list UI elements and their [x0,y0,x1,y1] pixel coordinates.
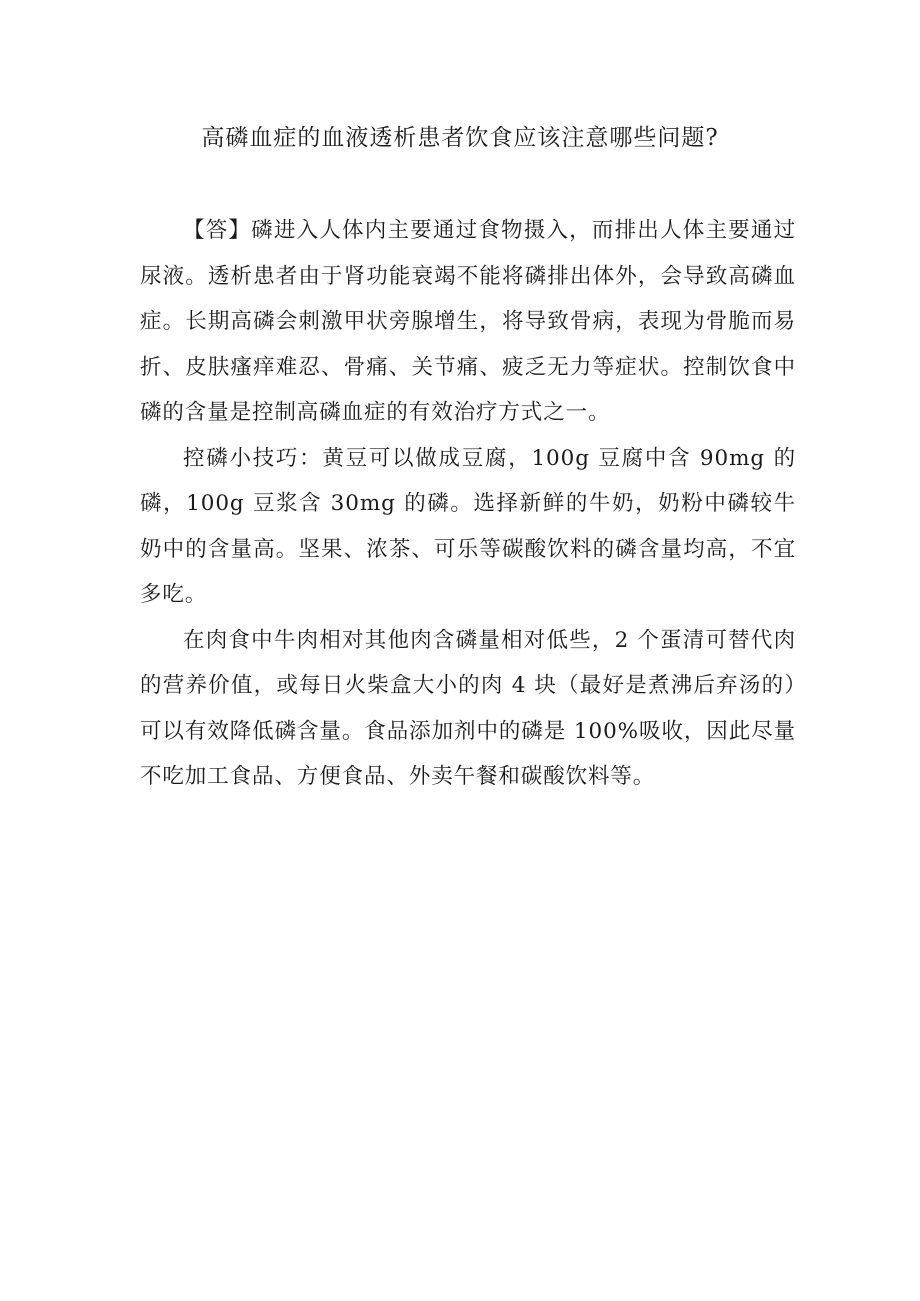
answer-paragraph-text: 磷进入人体内主要通过食物摄入，而排出人体主要通过尿液。透析患者由于肾功能衰竭不能将磷排出体外，会导致高磷血症。长期高磷会刺激甲状旁腺增生，将导致骨病，表现为骨脆而易折、皮肤瘙痒难忍、骨痛、关节痛、疲乏无力等症状。控制饮食中磷的含量是控制高磷血症的有效治疗方式之一。 [140,218,797,425]
document-title: 高磷血症的血液透析患者饮食应该注意哪些问题? [201,125,719,151]
answer-label: 【答】 [183,218,252,243]
answer-paragraph [140,208,796,436]
meat-paragraph-text: 在肉食中牛肉相对其他肉含磷量相对低些，2 个蛋清可替代肉的营养价值，或每日火柴盒大小的肉 4 块（最好是煮沸后弃汤的）可以有效降低磷含量。食品添加剂中的磷是 100%吸收，因此尽量不吃加工食品、方便食品、外卖午餐和碳酸饮料等。 [140,627,796,789]
document-body [140,208,796,800]
tips-paragraph [140,436,796,618]
meat-paragraph [140,618,796,800]
tips-paragraph-text: 控磷小技巧：黄豆可以做成豆腐，100g 豆腐中含 90mg 的磷，100g 豆浆含 30mg 的磷。选择新鲜的牛奶，奶粉中磷较牛奶中的含量高。坚果、浓茶、可乐等碳酸饮料的磷含量均高，不宜多吃。 [140,445,796,607]
